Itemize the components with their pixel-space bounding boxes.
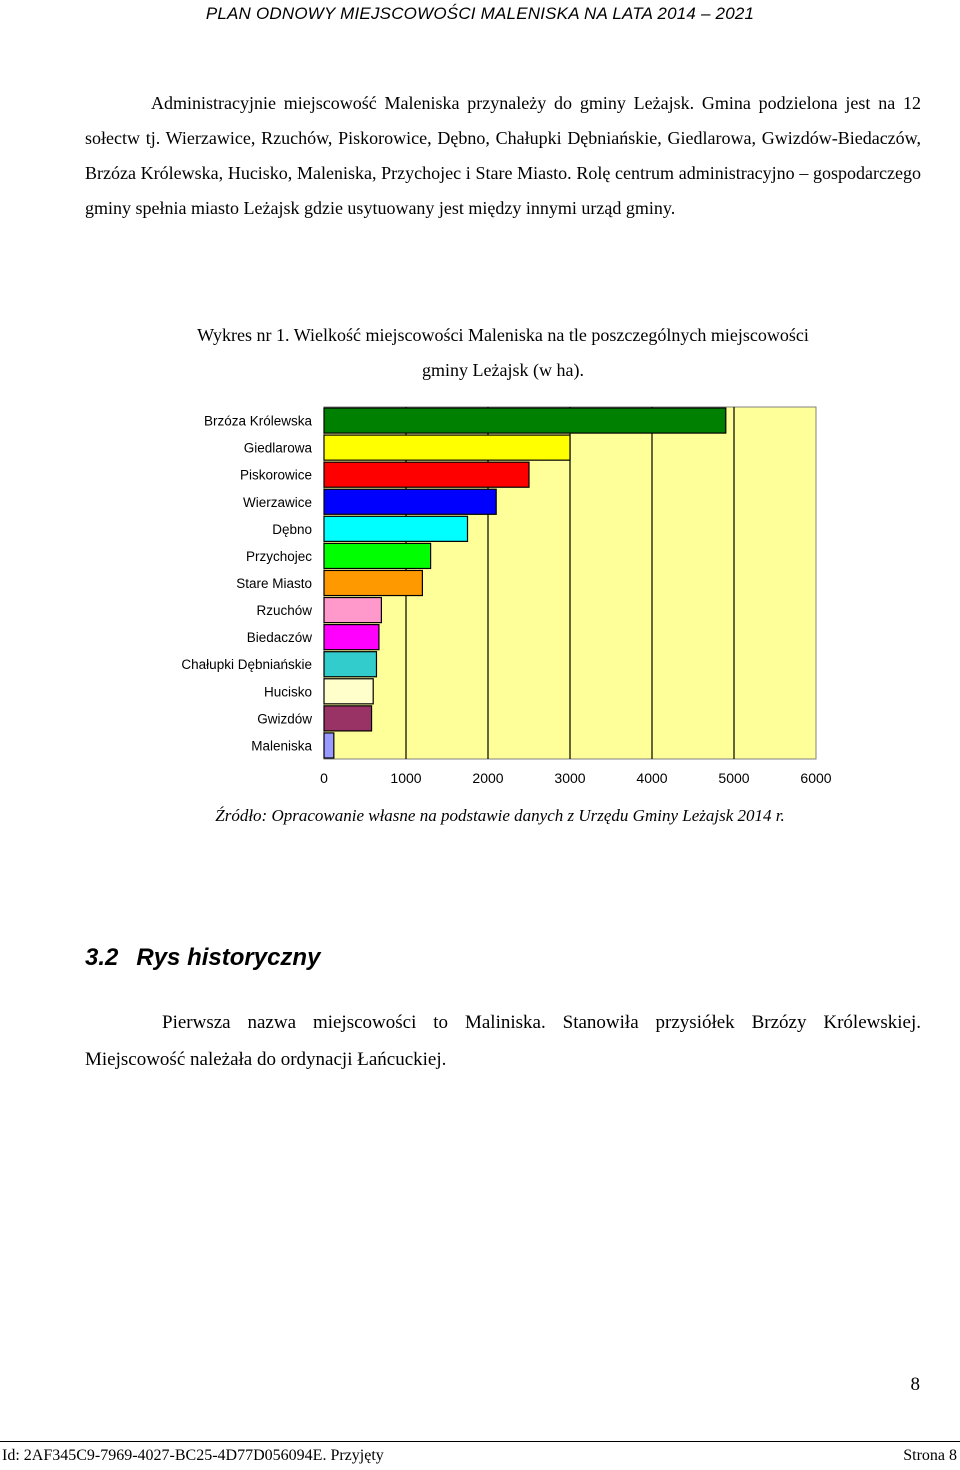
- x-tick-label: 4000: [636, 770, 668, 786]
- x-tick-label: 0: [320, 770, 328, 786]
- y-category-label: Piskorowice: [239, 467, 312, 483]
- page-number: 8: [910, 1374, 920, 1395]
- bar: [324, 489, 496, 514]
- footer-divider: [0, 1441, 960, 1442]
- chart-caption-line1: Wykres nr 1. Wielkość miejscowości Maleniska na tle poszczególnych miejscowości: [197, 325, 809, 345]
- y-category-label: Gwizdów: [257, 711, 312, 727]
- bar: [324, 462, 529, 487]
- x-tick-label: 1000: [390, 770, 422, 786]
- bar: [324, 543, 431, 568]
- y-category-label: Chałupki Dębniańskie: [181, 657, 312, 673]
- y-category-label: Dębno: [272, 521, 312, 537]
- y-category-label: Maleniska: [251, 738, 312, 754]
- x-tick-label: 2000: [472, 770, 504, 786]
- bar: [324, 706, 372, 731]
- section-title: Rys historyczny: [136, 944, 321, 971]
- intro-paragraph: Administracyjnie miejscowość Maleniska przynależy do gminy Leżajsk. Gmina podzielona jest na 12 sołectw tj. Wierzawice, Rzuchów, Piskorowice, Dębno, Chałupki Dębniańskie, Giedlarowa, Gwizdów-Biedaczów, Brzóza Królewska, Hucisko, Maleniska, Przychojec i Stare Miasto. Rolę centrum administracyjno – gospodarczego gminy spełnia miasto Leżajsk gdzie usytuowany jest między innymi urząd gminy.: [85, 93, 921, 218]
- x-tick-label: 3000: [554, 770, 586, 786]
- bar: [324, 435, 570, 460]
- section-number: 3.2: [85, 944, 119, 971]
- y-category-label: Stare Miasto: [236, 576, 312, 591]
- history-paragraph: Pierwsza nazwa miejscowości to Maliniska. Stanowiła przysiółek Brzózy Królewskiej. Miejscowość należała do ordynacji Łańcuckiej.: [85, 1012, 921, 1070]
- section-heading: [85, 944, 320, 972]
- y-category-label: Biedaczów: [246, 630, 312, 646]
- chart-caption-line2: gminy Leżajsk (w ha).: [422, 360, 584, 380]
- bar: [324, 516, 468, 541]
- source-note: Źródło: Opracowanie własne na podstawie danych z Urzędu Gminy Leżajsk 2014 r.: [215, 806, 785, 825]
- x-tick-label: 5000: [718, 770, 750, 786]
- x-tick-label: 6000: [800, 770, 832, 786]
- bar: [324, 733, 334, 758]
- running-header: PLAN ODNOWY MIEJSCOWOŚCI MALENISKA NA LATA 2014 – 2021: [205, 4, 755, 23]
- bar: [324, 408, 726, 433]
- bar-chart: [150, 395, 850, 795]
- y-category-label: Hucisko: [263, 684, 312, 700]
- bar: [324, 598, 381, 623]
- y-category-label: Giedlarowa: [243, 440, 312, 456]
- bar: [324, 652, 376, 677]
- y-category-label: Rzuchów: [256, 603, 312, 619]
- y-category-label: Brzóza Królewska: [203, 413, 312, 429]
- y-category-label: Przychojec: [245, 548, 312, 564]
- bar: [324, 625, 379, 650]
- footer-doc-id: Id: 2AF345C9-7969-4027-BC25-4D77D056094E. Przyjęty: [2, 1447, 384, 1464]
- y-category-label: Wierzawice: [242, 494, 312, 510]
- footer-page-label: Strona 8: [903, 1447, 957, 1464]
- bar: [324, 679, 373, 704]
- bar: [324, 570, 422, 595]
